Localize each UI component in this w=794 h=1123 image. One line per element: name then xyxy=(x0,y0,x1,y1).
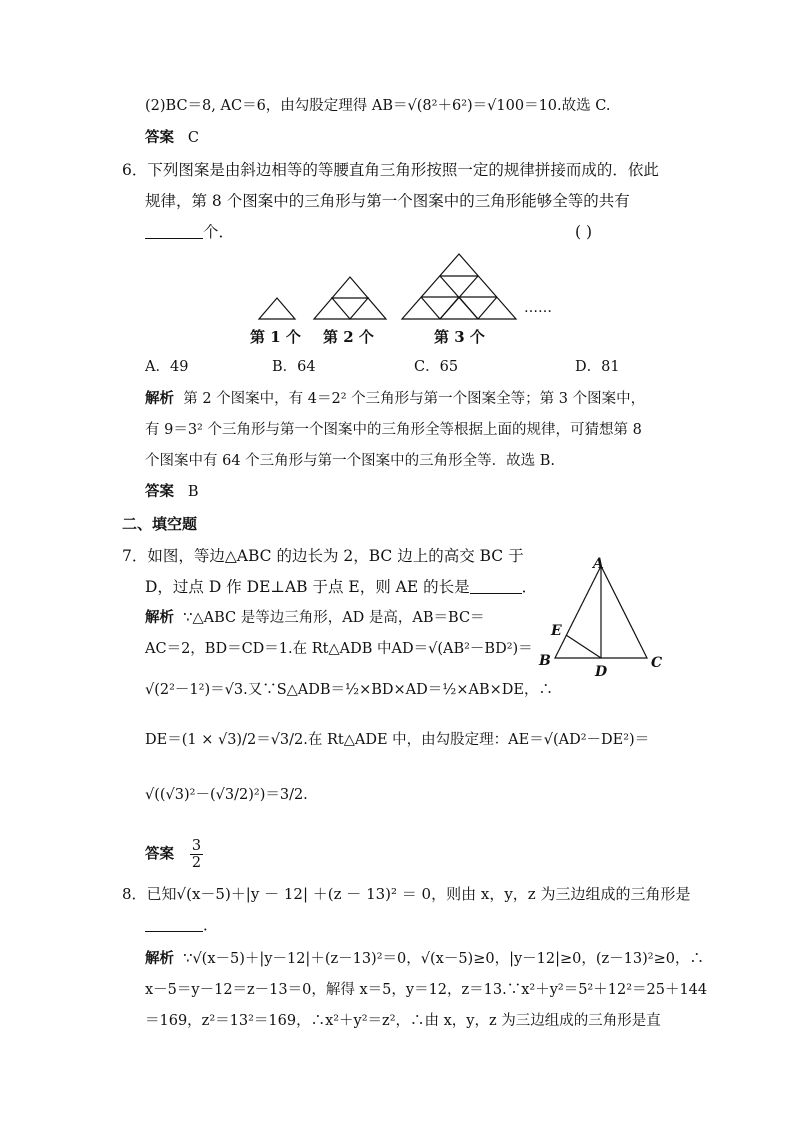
q6-option-c: C．65 xyxy=(414,359,459,375)
answer-label: 答案 xyxy=(145,483,174,500)
q7-analysis-line5: √((√3)²－(√3/2)²)＝3/2. xyxy=(145,787,308,803)
q6-analysis-line2: 有 9＝3² 个三角形与第一个图案中的三角形全等根据上面的规律，可猜想第 8 xyxy=(145,422,642,438)
q5-answer xyxy=(145,128,199,148)
pattern-label-2: 第 2 个 xyxy=(323,328,374,346)
pattern-label-3: 第 3 个 xyxy=(434,328,485,346)
answer-blank xyxy=(470,579,522,594)
q6-analysis-text1: 第 2 个图案中，有 4＝2² 个三角形与第一个图案全等；第 3 个图案中， xyxy=(183,391,646,407)
q7-stem-line1: 7．如图，等边△ABC 的边长为 2，BC 边上的高交 BC 于 xyxy=(122,547,524,565)
answer-label: 答案 xyxy=(145,129,174,146)
answer-value: B xyxy=(187,484,199,500)
vertex-label-c: C xyxy=(651,655,663,671)
q7-equilateral-triangle-figure xyxy=(535,556,675,680)
q6-analysis-line1 xyxy=(145,389,645,409)
pattern-label-1: 第 1 个 xyxy=(250,328,301,346)
pattern-2 xyxy=(314,277,386,319)
q7-analysis-text1: ∵△ABC 是等边三角形，AD 是高，AB＝BC＝ xyxy=(183,610,485,626)
q6-stem-suffix: 个． xyxy=(203,223,235,241)
q6-stem-line1: 6．下列图案是由斜边相等的等腰直角三角形按照一定的规律拼接而成的．依此 xyxy=(122,161,659,179)
answer-fraction xyxy=(190,838,203,871)
q7-analysis-line2: AC＝2，BD＝CD＝1.在 Rt△ADB 中AD＝√(AB²－BD²)＝ xyxy=(145,641,533,657)
vertex-label-b: B xyxy=(539,653,551,669)
analysis-label: 解析 xyxy=(145,609,174,626)
pattern-1 xyxy=(259,298,295,319)
q6-triangle-pattern-figure xyxy=(250,250,570,350)
fraction-denominator: 2 xyxy=(191,855,202,871)
point-label-e: E xyxy=(551,623,562,639)
q5-solution-line: (2)BC＝8, AC＝6，由勾股定理得 AB＝√(8²＋6²)＝√100＝10.故选 C. xyxy=(145,98,611,114)
q8-stem-line2 xyxy=(145,915,218,935)
answer-value: C xyxy=(187,130,199,146)
pattern-ellipsis: …… xyxy=(524,300,552,316)
q6-analysis-line3: 个图案中有 64 个三角形与第一个图案中的三角形全等．故选 B. xyxy=(145,453,556,469)
q6-option-b: B．64 xyxy=(272,359,316,375)
q7-stem-suffix: ． xyxy=(521,578,538,596)
q7-analysis-line4: DE＝(1 × √3)/2＝√3/2.在 Rt△ADE 中，由勾股定理：AE＝√(AD²－DE²)＝ xyxy=(145,732,650,748)
q6-stem-line2: 规律，第 8 个图案中的三角形与第一个图案中的三角形能够全等的共有 xyxy=(145,192,630,210)
answer-blank xyxy=(145,224,203,239)
q8-analysis-text1: ∵√(x－5)＋|y－12|＋(z－13)²＝0，√(x－5)≥0，|y－12|≥0，(z－13)²≥0，∴ xyxy=(183,951,704,967)
q7-stem-line2 xyxy=(145,577,537,597)
q6-option-d: D．81 xyxy=(575,359,620,375)
fraction-numerator: 3 xyxy=(191,838,202,854)
q6-stem-line3 xyxy=(145,222,234,242)
answer-label: 答案 xyxy=(145,845,174,863)
q8-analysis-line2: x－5＝y－12＝z－13＝0，解得 x＝5，y＝12，z＝13.∵x²＋y²＝5²＋12²＝25＋144 xyxy=(145,982,708,998)
q7-analysis-line1 xyxy=(145,608,485,628)
analysis-label: 解析 xyxy=(145,950,174,967)
section-title: 二、填空题 xyxy=(122,515,198,533)
answer-blank xyxy=(145,917,203,932)
q7-analysis-line3: √(2²－1²)＝√3.又∵S△ADB＝½×BD×AD＝½×AB×DE，∴ xyxy=(145,682,553,698)
q7-stem-text: D，过点 D 作 DE⊥AB 于点 E，则 AE 的长是 xyxy=(145,578,470,596)
analysis-label: 解析 xyxy=(145,390,174,407)
q6-choice-paren: ( ) xyxy=(575,223,593,241)
q8-analysis-line3: ＝169，z²＝13²＝169，∴x²＋y²＝z²，∴由 x，y，z 为三边组成的三角形是直 xyxy=(145,1013,661,1029)
pattern-3 xyxy=(402,254,516,319)
vertex-label-a: A xyxy=(593,556,604,572)
point-label-d: D xyxy=(595,664,608,680)
q7-answer xyxy=(145,838,205,871)
q6-answer xyxy=(145,482,198,502)
q8-stem-line1: 8．已知√(x－5)＋|y － 12| ＋(z － 13)² ＝ 0，则由 x，y，z 为三边组成的三角形是 xyxy=(122,885,691,903)
q8-stem-suffix: ． xyxy=(203,916,219,934)
q8-analysis-line1 xyxy=(145,949,704,969)
q6-option-a: A．49 xyxy=(145,359,189,375)
